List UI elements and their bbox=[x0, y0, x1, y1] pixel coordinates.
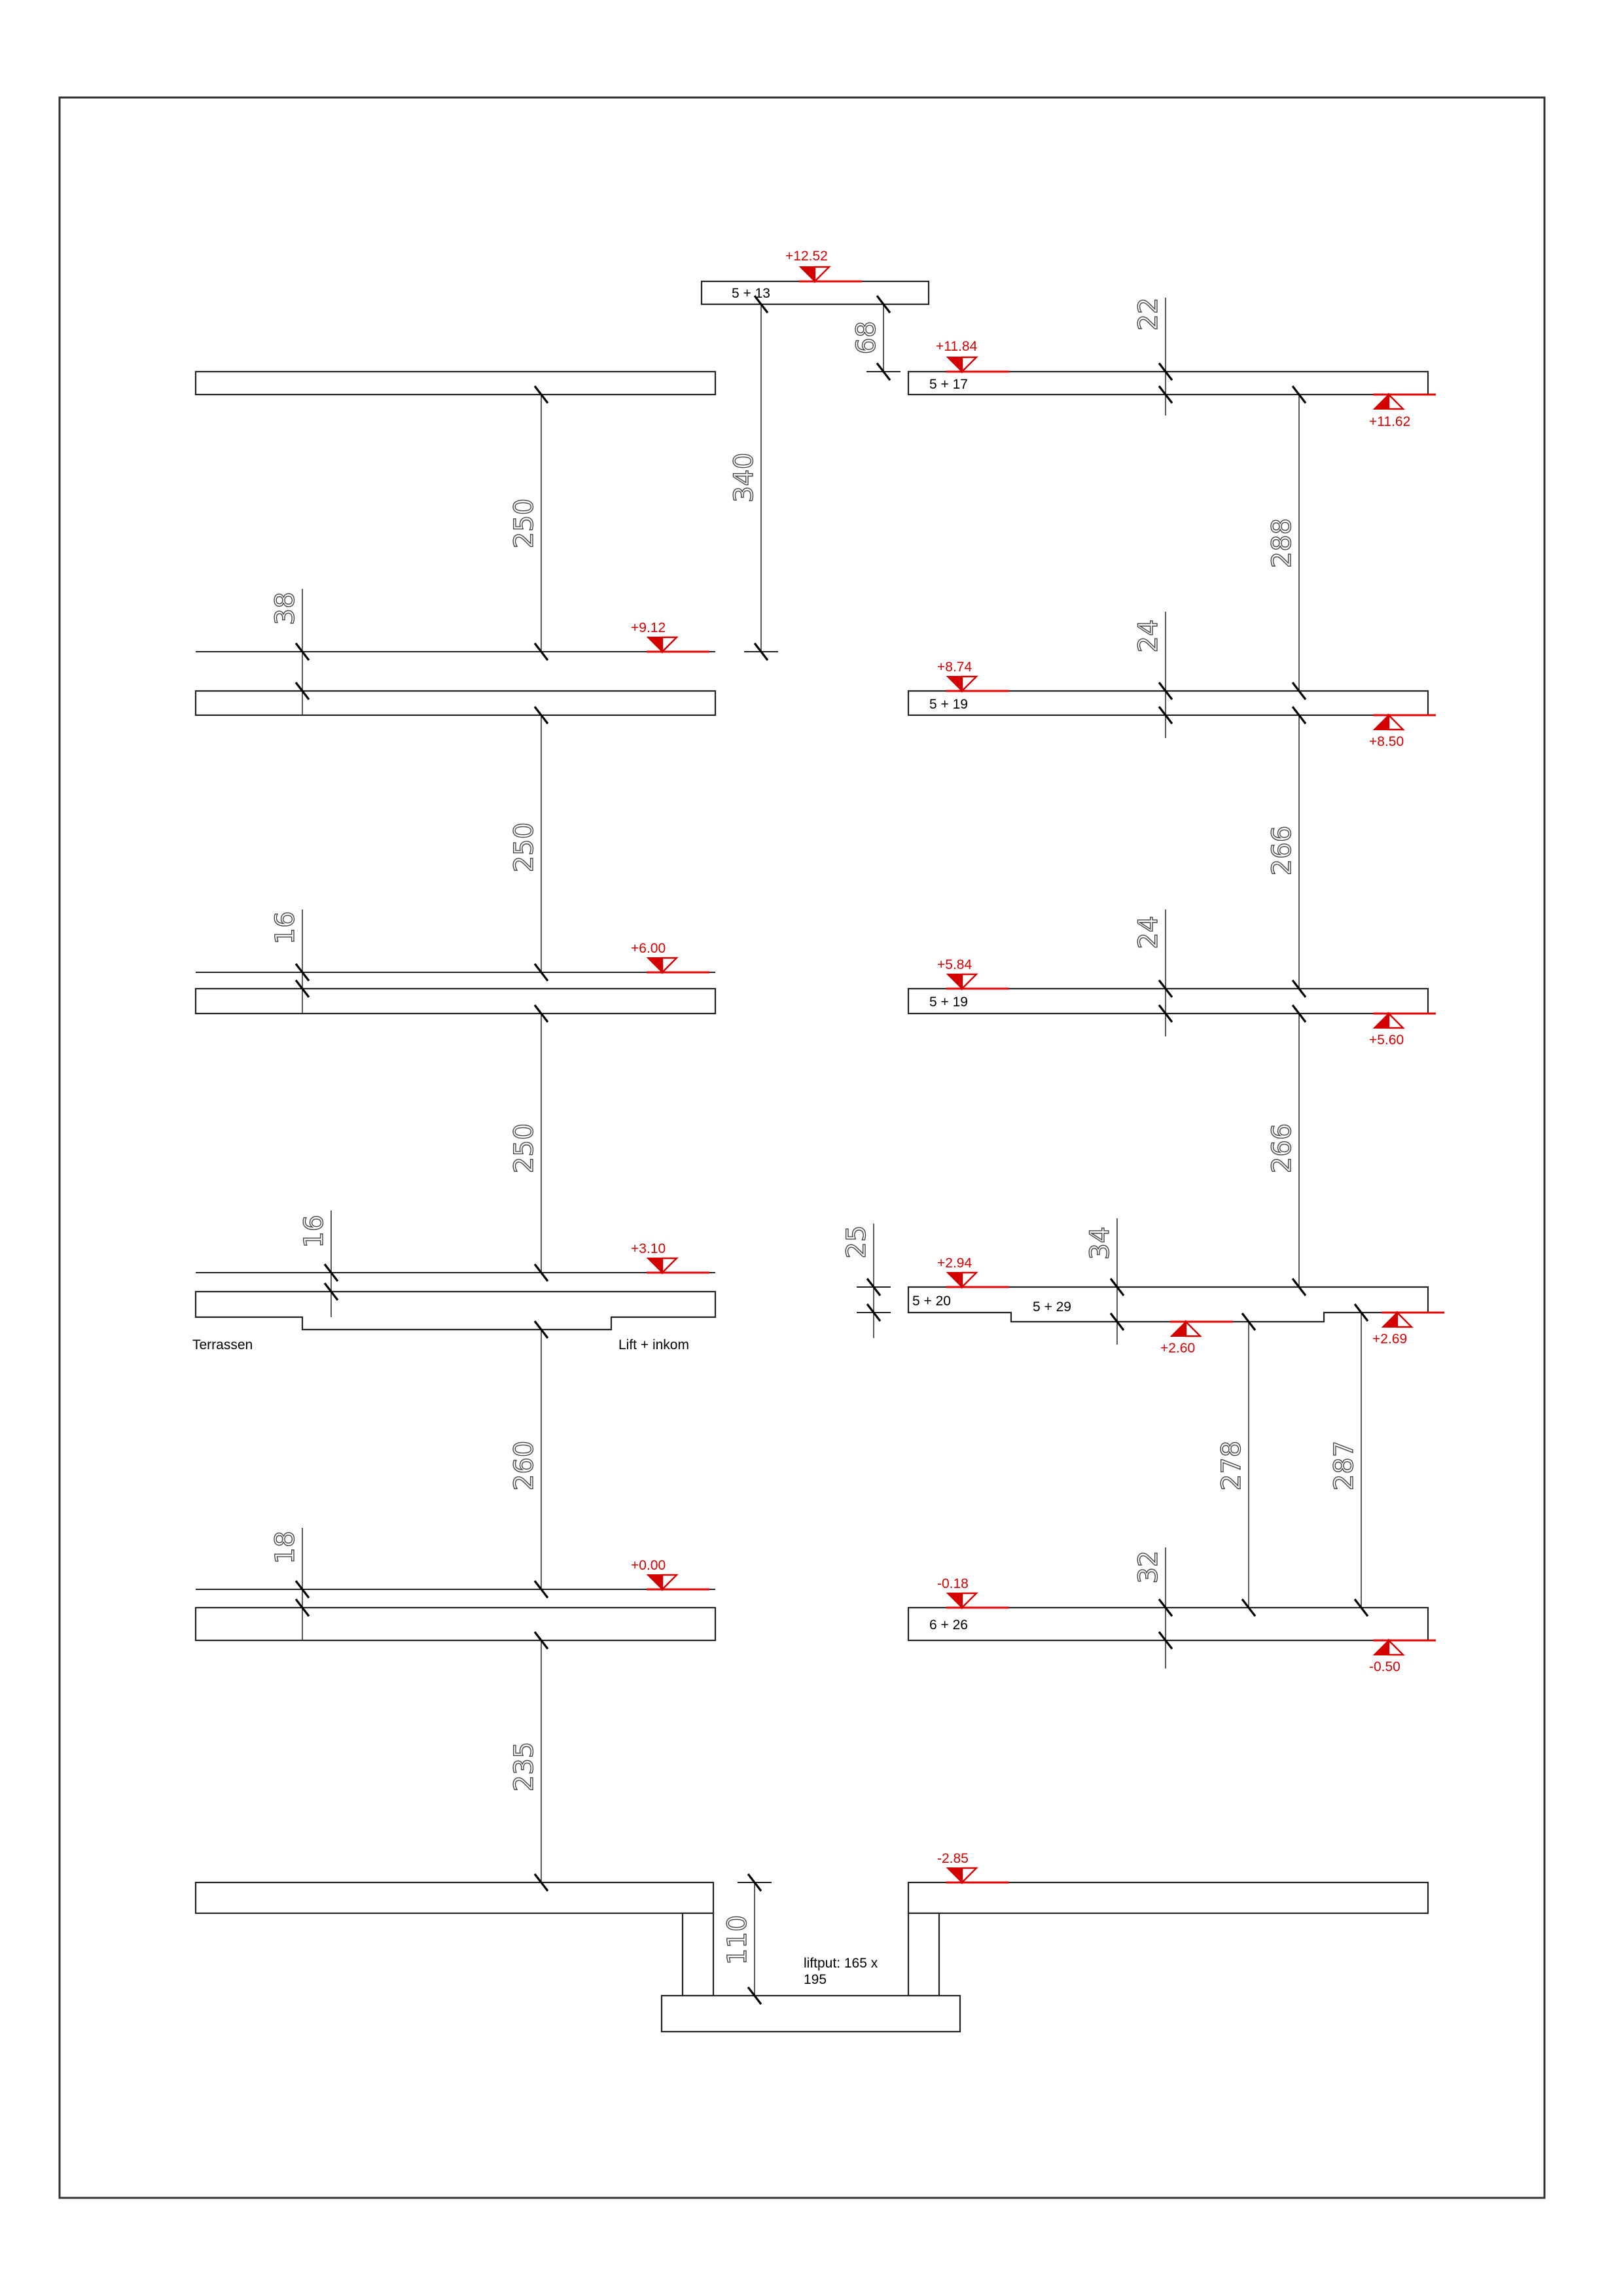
level-triangle-icon bbox=[1374, 1014, 1389, 1028]
slab-thickness-label: 5 + 13 bbox=[732, 286, 770, 301]
level-value: +2.60 bbox=[1160, 1341, 1196, 1356]
level-marker bbox=[785, 249, 862, 281]
dimension-value: 34 bbox=[1085, 1226, 1115, 1260]
slab-bottom-right bbox=[908, 1882, 1428, 1913]
level-triangle-icon bbox=[1389, 1014, 1403, 1028]
level-triangle-icon bbox=[662, 1258, 677, 1273]
level-value: +8.50 bbox=[1369, 734, 1404, 749]
level-value: +5.60 bbox=[1369, 1033, 1404, 1048]
level-triangle-icon bbox=[962, 357, 976, 372]
dimension-value: 235 bbox=[509, 1741, 539, 1792]
level-triangle-icon bbox=[1389, 1640, 1403, 1655]
level-marker bbox=[631, 1241, 709, 1273]
level-value: +11.84 bbox=[936, 339, 978, 354]
level-triangle-icon bbox=[662, 958, 677, 972]
slab-left-5 bbox=[196, 1608, 715, 1640]
level-triangle-icon bbox=[948, 974, 962, 989]
level-triangle-icon bbox=[962, 1593, 976, 1608]
level-marker bbox=[1369, 715, 1436, 749]
slab-thickness-label: 5 + 29 bbox=[1033, 1299, 1071, 1315]
dimension-value: 260 bbox=[509, 1440, 539, 1491]
dimension-235 bbox=[509, 1632, 558, 1891]
slab-thickness-label: 5 + 19 bbox=[929, 995, 968, 1010]
note-terrassen: Terrassen bbox=[192, 1337, 253, 1352]
level-triangle-icon bbox=[815, 267, 829, 281]
level-marker bbox=[1369, 1014, 1436, 1048]
level-marker bbox=[1160, 1322, 1233, 1356]
level-triangle-icon bbox=[648, 1575, 662, 1589]
dimension-value: 250 bbox=[509, 498, 539, 549]
dimension-value: 25 bbox=[842, 1225, 872, 1259]
level-value: +5.84 bbox=[937, 957, 972, 972]
dimension-value: 38 bbox=[270, 592, 300, 626]
level-marker bbox=[1372, 1313, 1444, 1347]
dimension-68 bbox=[851, 296, 901, 380]
dimension-value: 68 bbox=[851, 321, 882, 355]
level-marker bbox=[631, 1558, 709, 1589]
level-value: +8.74 bbox=[937, 660, 972, 675]
level-value: +3.10 bbox=[631, 1241, 666, 1256]
level-triangle-icon bbox=[962, 1868, 976, 1882]
dimension-value: 24 bbox=[1133, 619, 1164, 653]
dimension-value: 32 bbox=[1133, 1550, 1164, 1584]
level-triangle-icon bbox=[962, 677, 976, 691]
dimension-278 bbox=[1217, 1313, 1266, 1616]
reference-lines-layer bbox=[196, 652, 715, 1589]
dimension-287 bbox=[1329, 1304, 1378, 1616]
dimension-25 bbox=[842, 1224, 891, 1338]
level-value: +12.52 bbox=[785, 249, 828, 264]
level-triangle-icon bbox=[662, 1575, 677, 1589]
level-triangle-icon bbox=[1389, 395, 1403, 409]
level-triangle-icon bbox=[1389, 715, 1403, 730]
slab-pit-wall-right bbox=[908, 1913, 939, 1996]
level-triangle-icon bbox=[1171, 1322, 1186, 1336]
dimension-value: 340 bbox=[729, 452, 759, 503]
level-triangle-icon bbox=[962, 1273, 976, 1287]
dimension-value: 22 bbox=[1133, 297, 1164, 331]
level-triangle-icon bbox=[800, 267, 815, 281]
dimension-value: 250 bbox=[509, 822, 539, 873]
slab-pit-wall-left bbox=[683, 1913, 713, 1996]
dimension-250 bbox=[509, 1005, 558, 1281]
level-marker bbox=[936, 339, 1009, 372]
level-triangle-icon bbox=[1374, 715, 1389, 730]
level-marker bbox=[937, 660, 1009, 691]
dimension-value: 288 bbox=[1267, 518, 1297, 569]
dimension-value: 16 bbox=[299, 1214, 329, 1248]
level-triangle-icon bbox=[948, 1868, 962, 1882]
level-triangle-icon bbox=[1374, 395, 1389, 409]
note-liftput-1: liftput: 165 x bbox=[804, 1956, 878, 1971]
level-marker bbox=[1369, 395, 1436, 429]
slab-thickness-label: 5 + 17 bbox=[929, 377, 968, 392]
dimension-24 bbox=[1133, 910, 1183, 1036]
dimension-288 bbox=[1267, 386, 1316, 699]
level-marker bbox=[631, 941, 709, 972]
slab-bottom-left bbox=[196, 1882, 713, 1913]
level-triangle-icon bbox=[648, 1258, 662, 1273]
level-marker bbox=[937, 1256, 1009, 1287]
level-triangle-icon bbox=[1374, 1640, 1389, 1655]
dimension-value: 266 bbox=[1267, 825, 1297, 876]
dimension-250 bbox=[509, 707, 558, 981]
level-triangle-icon bbox=[948, 1273, 962, 1287]
dimension-value: 250 bbox=[509, 1123, 539, 1174]
level-marker bbox=[937, 957, 1009, 989]
dimension-value: 16 bbox=[270, 911, 300, 945]
slabs-layer bbox=[196, 281, 1428, 2032]
slab-thickness-label: 5 + 20 bbox=[912, 1294, 951, 1309]
slab-left-1 bbox=[196, 372, 715, 395]
slab-labels-layer bbox=[732, 286, 1071, 1633]
dimension-266 bbox=[1267, 707, 1316, 997]
level-marker bbox=[937, 1576, 1009, 1608]
dimension-value: 266 bbox=[1267, 1123, 1297, 1174]
level-value: +11.62 bbox=[1369, 414, 1411, 429]
level-value: +2.94 bbox=[937, 1256, 972, 1271]
level-value: +9.12 bbox=[631, 620, 666, 635]
level-marker bbox=[937, 1851, 1009, 1882]
dimension-value: 278 bbox=[1217, 1440, 1247, 1491]
level-marker bbox=[1369, 1640, 1436, 1674]
slab-thickness-label: 6 + 26 bbox=[929, 1617, 968, 1633]
slab-left-2 bbox=[196, 691, 715, 715]
slab-left-4 bbox=[196, 1292, 715, 1330]
dimension-250 bbox=[509, 386, 558, 660]
level-triangle-icon bbox=[948, 677, 962, 691]
level-triangle-icon bbox=[948, 357, 962, 372]
dimension-value: 287 bbox=[1329, 1440, 1359, 1491]
level-value: +6.00 bbox=[631, 941, 666, 956]
level-marker bbox=[631, 620, 709, 652]
level-value: +2.69 bbox=[1372, 1332, 1408, 1347]
slab-thickness-label: 5 + 19 bbox=[929, 697, 968, 712]
level-value: -0.18 bbox=[937, 1576, 969, 1591]
level-triangle-icon bbox=[948, 1593, 962, 1608]
level-triangle-icon bbox=[1397, 1313, 1412, 1327]
level-triangle-icon bbox=[648, 637, 662, 652]
slab-right-4 bbox=[908, 1287, 1428, 1322]
level-value: -2.85 bbox=[937, 1851, 969, 1866]
dimensions-layer bbox=[270, 296, 1378, 2004]
level-value: -0.50 bbox=[1369, 1659, 1400, 1674]
dimension-value: 110 bbox=[722, 1915, 753, 1966]
level-triangle-icon bbox=[1186, 1322, 1200, 1336]
dimension-value: 24 bbox=[1133, 915, 1164, 949]
level-triangle-icon bbox=[662, 637, 677, 652]
level-triangle-icon bbox=[962, 974, 976, 989]
dimension-340 bbox=[729, 296, 778, 660]
note-lift-inkom: Lift + inkom bbox=[618, 1337, 689, 1352]
slab-left-3 bbox=[196, 989, 715, 1014]
dimension-110 bbox=[722, 1874, 772, 2004]
dimension-22 bbox=[1133, 298, 1183, 415]
dimension-34 bbox=[1085, 1218, 1134, 1345]
slab-pit-floor bbox=[662, 1996, 960, 2032]
dimension-value: 18 bbox=[270, 1530, 300, 1564]
dimension-266 bbox=[1267, 1005, 1316, 1296]
level-triangle-icon bbox=[648, 958, 662, 972]
level-triangle-icon bbox=[1383, 1313, 1397, 1327]
level-value: +0.00 bbox=[631, 1558, 666, 1573]
dimension-24 bbox=[1133, 612, 1183, 738]
note-liftput-2: 195 bbox=[804, 1972, 827, 1987]
dimension-260 bbox=[509, 1321, 558, 1598]
